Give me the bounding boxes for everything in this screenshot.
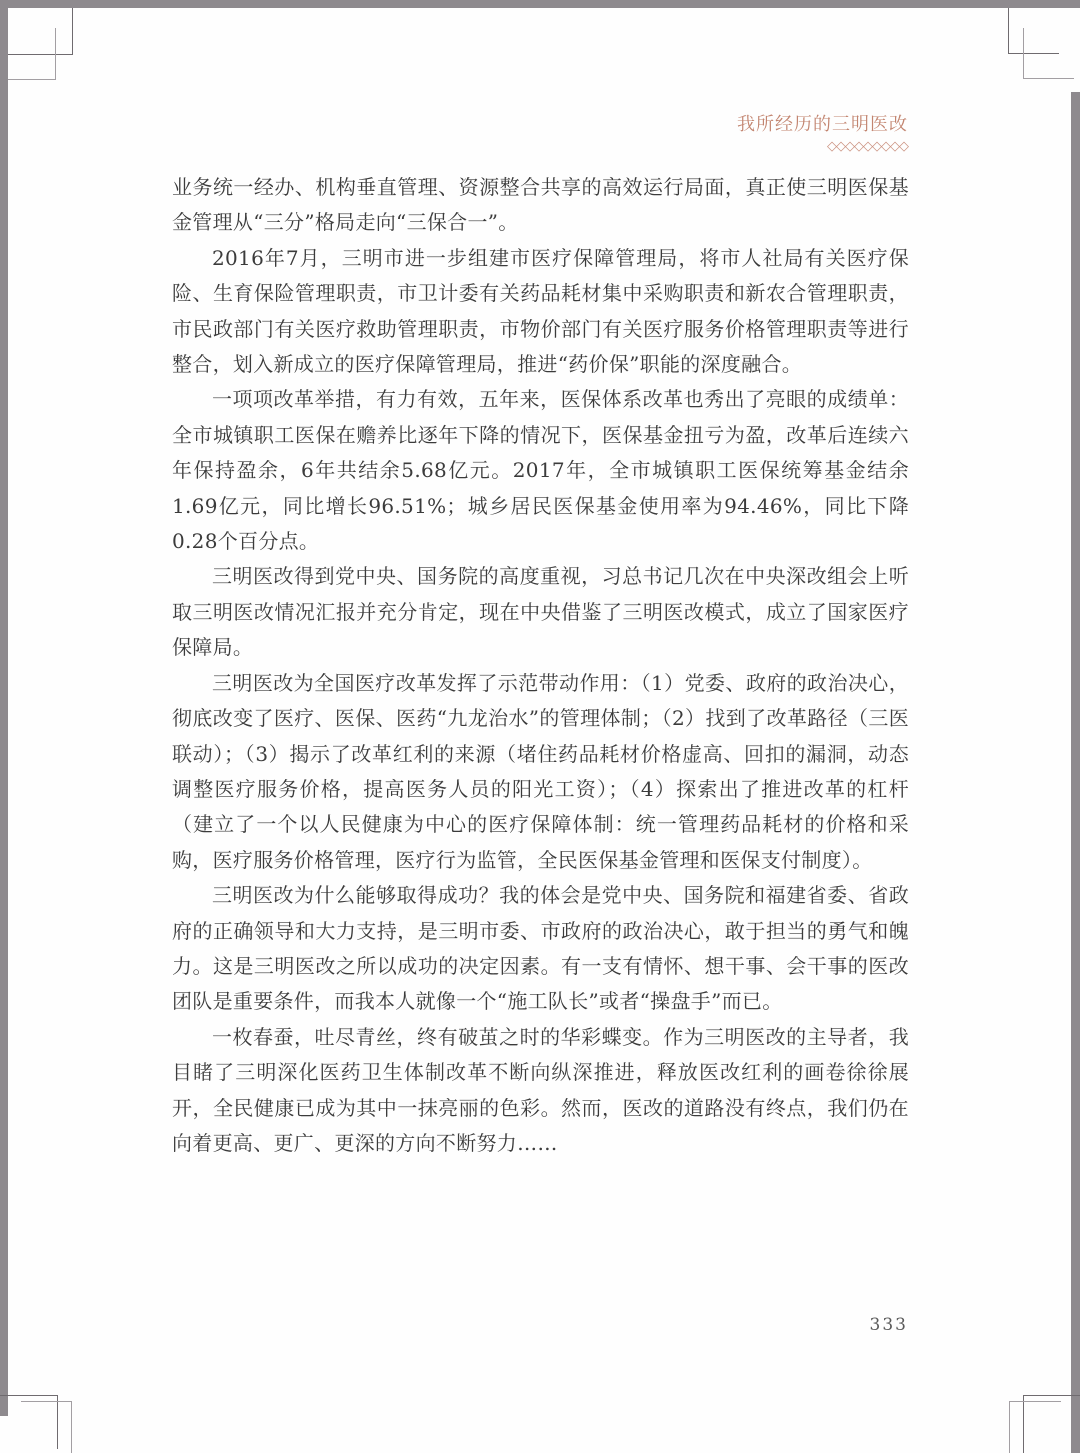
body-paragraph: 一项项改革举措，有力有效，五年来，医保体系改革也秀出了亮眼的成绩单：全市城镇职工医保在赡养比逐年下降的情况下，医保基金扭亏为盈，改革后连续六年保持盈余，6年共结余5.68亿元。2017年，全市城镇职工医保统筹基金结余1.69亿元，同比增长96.51%；城乡居民医保基金使用率为94.46%，同比下降0.28个百分点。 (172, 387, 909, 554)
body-text (172, 170, 909, 1161)
body-paragraph: 2016年7月，三明市进一步组建市医疗保障管理局，将市人社局有关医疗保险、生育保险管理职责，市卫计委有关药品耗材集中采购职责和新农合管理职责，市民政部门有关医疗救助管理职责，市物价部门有关医疗服务价格管理职责等进行整合，划入新成立的医疗保障管理局，推进“药价保”职能的深度融合。 (172, 245, 909, 377)
body-paragraph: 三明医改为全国医疗改革发挥了示范带动作用：（1）党委、政府的政治决心，彻底改变了医疗、医保、医药“九龙治水”的管理体制；（2）找到了改革路径（三医联动）；（3）揭示了改革红利的来源（堵住药品耗材价格虚高、回扣的漏洞，动态调整医疗服务价格，提高医务人员的阳光工资）；（4）探索出了推进改革的杠杆（建立了一个以人民健康为中心的医疗保障体制：统一管理药品耗材的价格和采购，医疗服务价格管理，医疗行为监管，全民医保基金管理和医保支付制度）。 (172, 670, 909, 872)
scan-edge-left (0, 0, 8, 1416)
page-number: 333 (869, 1315, 908, 1335)
scan-edge-right (1071, 92, 1080, 1453)
scan-edge-top (0, 0, 1080, 8)
crop-mark-top-left-2 (8, 28, 56, 80)
body-paragraph: 一枚春蚕，吐尽青丝，终有破茧之时的华彩蝶变。作为三明医改的主导者，我目睹了三明深化医药卫生体制改革不断向纵深推进，释放医改红利的画卷徐徐展开，全民健康已成为其中一抹亮丽的色彩。然而，医改的道路没有终点，我们仍在向着更高、更广、更深的方向不断努力…… (172, 1024, 909, 1155)
body-paragraph: 三明医改得到党中央、国务院的高度重视，习总书记几次在中央深改组会上听取三明医改情况汇报并充分肯定，现在中央借鉴了三明医改模式，成立了国家医疗保障局。 (172, 564, 909, 660)
crop-mark-top-right-2 (1023, 28, 1074, 79)
body-paragraph: 三明医改为什么能够取得成功？我的体会是党中央、国务院和福建省委、省政府的正确领导和大力支持，是三明市委、市政府的政治决心，敢于担当的勇气和魄力。这是三明医改之所以成功的决定因素。有一支有情怀、想干事、会干事的医改团队是重要条件，而我本人就像一个“施工队长”或者“操盘手”而已。 (172, 883, 909, 1014)
diamond-ornament-icon: ◇◇◇◇◇◇◇◇◇ (827, 139, 908, 154)
crop-mark-bottom-right-2 (1009, 1401, 1061, 1453)
running-head (172, 112, 908, 155)
crop-mark-bottom-left-2 (21, 1401, 72, 1453)
body-paragraph: 业务统一经办、机构垂直管理、资源整合共享的高效运行局面，真正使三明医保基金管理从“三分”格局走向“三保合一”。 (172, 175, 909, 235)
running-head-title: 我所经历的三明医改 (737, 114, 908, 135)
